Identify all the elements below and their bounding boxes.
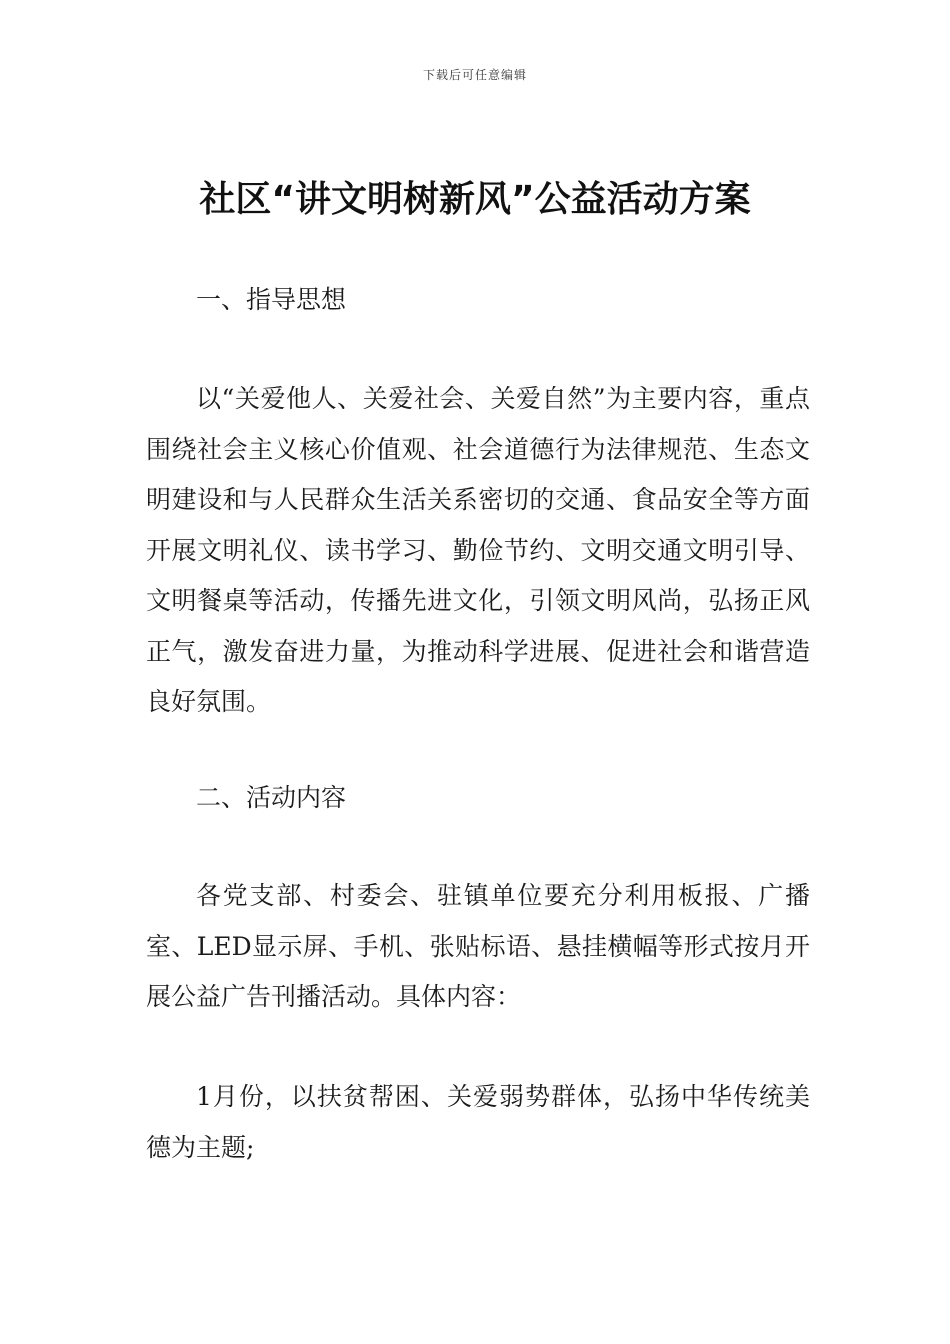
section-heading-activity-content: 二、活动内容 (196, 783, 347, 812)
document-title: 社区“讲文明树新风”公益活动方案 (199, 179, 751, 220)
header-note: 下载后可任意编辑 (422, 68, 527, 82)
section-heading-guiding-thought: 一、指导思想 (196, 285, 347, 314)
paragraph-activity-content: 各党支部、村委会、驻镇单位要充分利用板报、广播室、LED显示屏、手机、张贴标语、悬挂横幅等形式按月开展公益广告刊播活动。具体内容： (146, 881, 810, 1011)
paragraph-guiding-thought: 以“关爱他人、关爱社会、关爱自然”为主要内容，重点围绕社会主义核心价值观、社会道德行为法律规范、生态文明建设和与人民群众生活关系密切的交通、食品安全等方面开展文明礼仪、读书学习、勤俭节约、文明交通文明引导、文明餐桌等活动，传播先进文化，引领文明风尚，弘扬正风正气，激发奋进力量，为推动科学进展、促进社会和谐营造良好氛围。 (146, 384, 810, 716)
paragraph-january: 1月份，以扶贫帮困、关爱弱势群体，弘扬中华传统美德为主题; (146, 1082, 810, 1162)
